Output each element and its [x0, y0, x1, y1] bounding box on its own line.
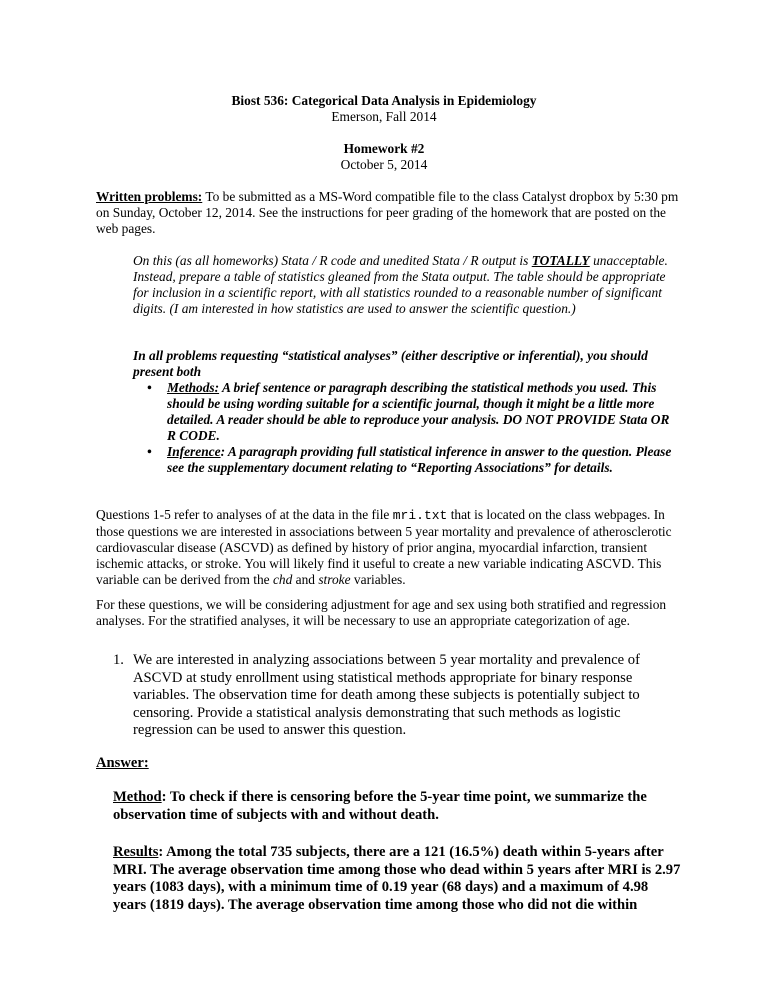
homework-date: October 5, 2014 [340, 157, 428, 172]
results-text: : Among the total 735 subjects, there are a 121 (16.5%) death within 5-years after MRI. The average observation time among those who dead within 5 years after MRI is 2.97 years (1083 days), with a minimum time of 0.19 year (68 days) and a maximum of 4.98 years (1819 days). The average observation time among those who did not die within [113, 844, 681, 913]
methods-text: A brief sentence or paragraph describing the statistical methods you used. This should be using wording suitable for a scientific journal, though it might be a little more detailed. A reader should be able to reproduce your analysis. DO NOT PROVIDE Stata OR R CODE. [167, 380, 670, 443]
requirements-block [133, 348, 678, 476]
requirements-list [133, 380, 678, 476]
course-title: Biost 536: Categorical Data Analysis in Epidemiology [231, 93, 537, 108]
written-problems-label: Written problems: [96, 189, 203, 204]
note-emphasis: TOTALLY [531, 253, 590, 268]
method-text: : To check if there is censoring before the 5-year time point, we summarize the observation time of subjects with and without death. [113, 789, 647, 823]
bullet-icon: • [147, 444, 152, 459]
intro-text-and: and [292, 572, 319, 587]
data-file-name: mri.txt [392, 508, 448, 523]
intro-text-pre: Questions 1-5 refer to analyses of at the data in the file [96, 507, 393, 522]
note-post: unacceptable. Instead, prepare a table of statistics gleaned from the Stata output. The table should be appropriate for inclusion in a scientific report, with all statistics rounded to a reasonable number of significant digits. (I am interested in how statistics are used to answer the scientific question.) [133, 253, 668, 316]
questions-intro-paragraph [96, 507, 686, 588]
answer-label-block [96, 755, 686, 773]
question-1 [113, 652, 681, 740]
code-output-note [133, 253, 673, 317]
written-problems-paragraph [96, 189, 686, 237]
method-label: Method [113, 789, 162, 805]
requirement-methods [133, 380, 678, 444]
inference-label: Inference [167, 444, 221, 459]
requirement-inference [133, 444, 678, 476]
results-label: Results [113, 844, 159, 860]
document-header [0, 93, 768, 173]
question-1-text: We are interested in analyzing associations between 5 year mortality and prevalence of ASCVD at study enrollment using statistical methods appropriate for binary response variables. The observation time for death among these subjects is potentially subject to censoring. Provide a statistical analysis demonstrating that such methods as logistic regression can be used to answer this question. [133, 652, 640, 738]
note-pre: On this (as all homeworks) Stata / R code and unedited Stata / R output is [133, 253, 532, 268]
variable-stroke: stroke [318, 572, 351, 587]
bullet-icon: • [147, 380, 152, 395]
answer-method [113, 789, 685, 824]
methods-label: Methods: [167, 380, 220, 395]
inference-text: : A paragraph providing full statistical inference in answer to the question. Please see the supplementary document relating to “Reporting Associations” for details. [167, 444, 672, 475]
answer-results [113, 844, 685, 914]
requirements-intro: In all problems requesting “statistical analyses” (either descriptive or inferential), you should present both [133, 348, 648, 379]
answer-label: Answer: [96, 755, 149, 771]
author-term: Emerson, Fall 2014 [331, 109, 437, 124]
question-number: 1. [113, 652, 124, 668]
written-problems-text: To be submitted as a MS-Word compatible file to the class Catalyst dropbox by 5:30 pm on Sunday, October 12, 2014. See the instructions for peer grading of the homework that are posted on the web pages. [96, 189, 679, 236]
intro-text-mid: that is located on the class webpages. In those questions we are interested in associations between 5 year mortality and prevalence of atherosclerotic cardiovascular disease (ASCVD) as defined by history of prior angina, myocardial infarction, transient ischemic attacks, or stroke. You will likely find it useful to create a new variable indicating ASCVD. This variable can be derived from the [96, 507, 672, 587]
adjustment-paragraph [96, 597, 686, 629]
intro-text-end: variables. [350, 572, 406, 587]
variable-chd: chd [272, 572, 293, 587]
adjustment-text: For these questions, we will be considering adjustment for age and sex using both stratified and regression analyses. For the stratified analyses, it will be necessary to use an appropriate categorization of age. [96, 597, 667, 628]
homework-number: Homework #2 [343, 141, 425, 156]
